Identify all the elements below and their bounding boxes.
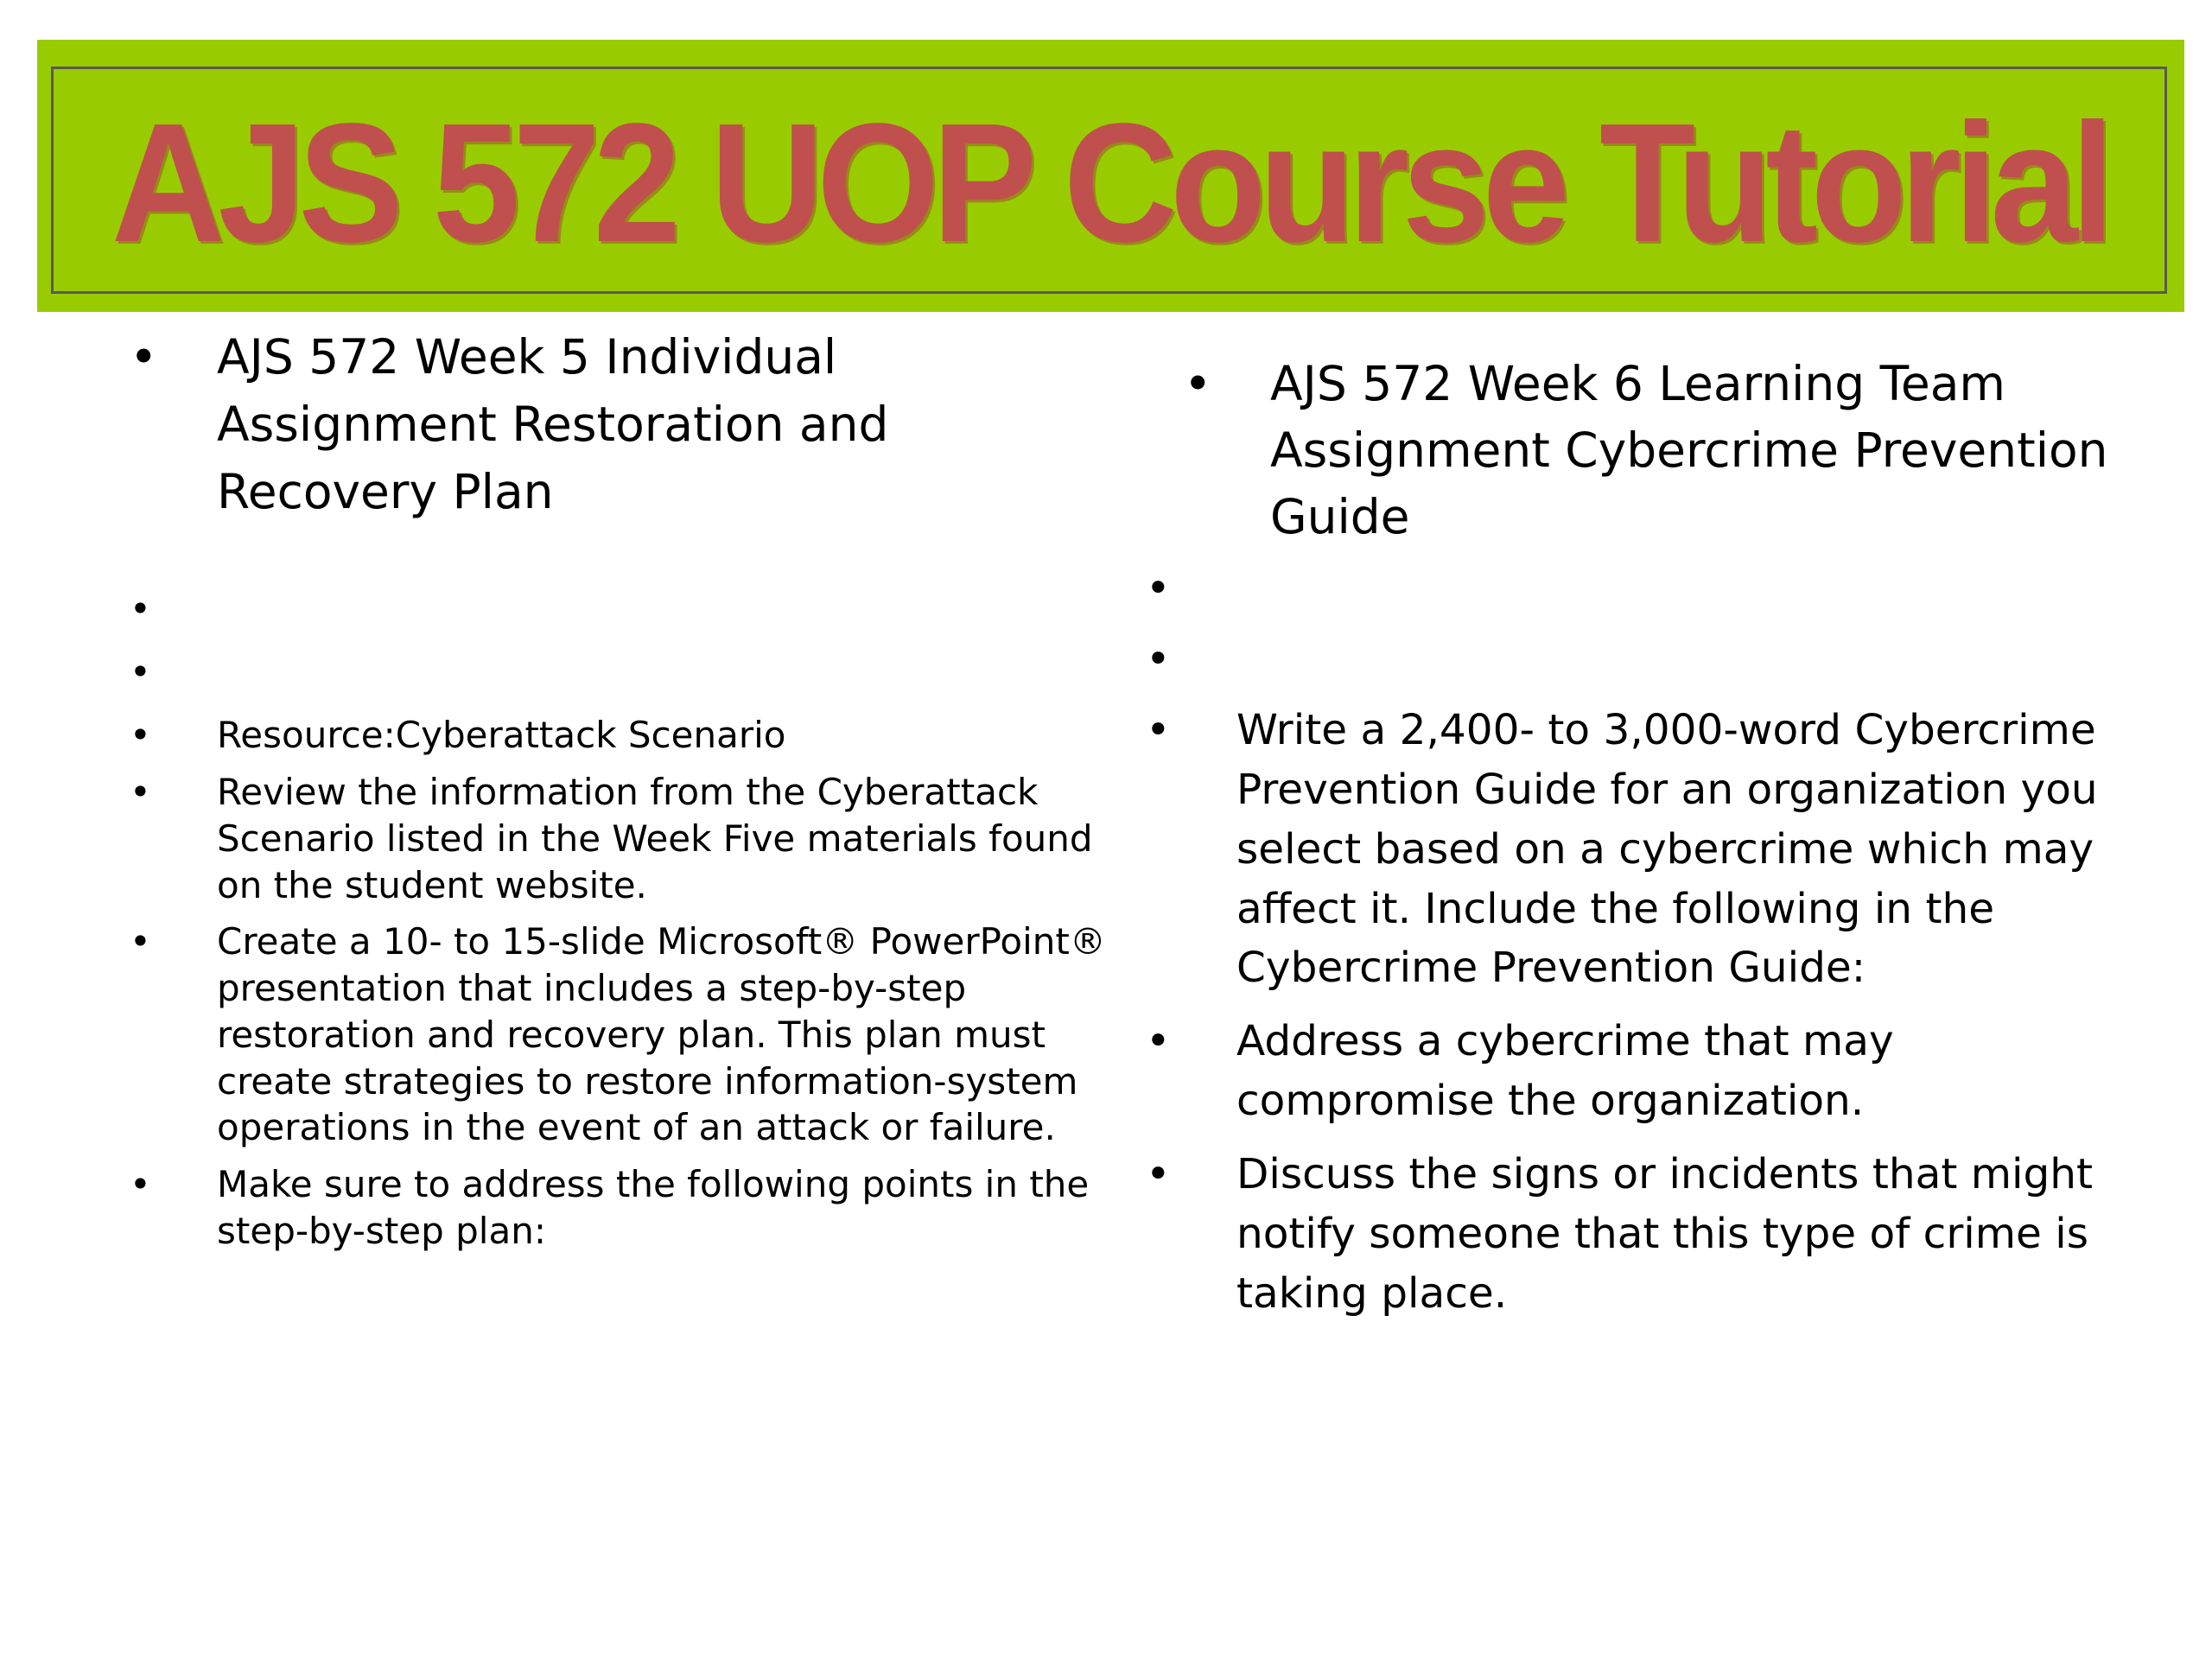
right-empty-item	[1146, 559, 2131, 630]
bullet-icon: •	[130, 588, 151, 631]
bullet-icon: •	[1146, 706, 1171, 754]
left-item-text: Resource:Cyberattack Scenario	[217, 714, 786, 757]
left-empty-item	[130, 649, 1106, 712]
bullet-icon: •	[130, 771, 151, 814]
right-item-text: Discuss the signs or incidents that might notify someone that this type of crime is taking place.	[1236, 1150, 2094, 1318]
bullet-icon: •	[130, 920, 151, 963]
left-item-text: Create a 10- to 15-slide Microsoft® PowerPoint® presentation that includes a step-by-step restoration and recovery plan. This plan must create strategies to restore information-system operations in the event of an attack or failure.	[217, 920, 1106, 1149]
bullet-icon: •	[1146, 1017, 1171, 1066]
right-list-item	[1146, 1145, 2131, 1324]
bullet-icon: •	[1146, 635, 1171, 683]
right-heading: AJS 572 Week 6 Learning Team Assignment Cybercrime Prevention Guide	[1270, 356, 2108, 544]
bullet-icon: •	[130, 1163, 151, 1206]
right-item-text: Write a 2,400- to 3,000-word Cybercrime Prevention Guide for an organization you select based on a cybercrime which may affect it. Include the following in the Cybercrime Prevention Guide:	[1236, 706, 2098, 993]
right-item-text: Address a cybercrime that may compromise the organization.	[1236, 1017, 1894, 1126]
left-list-item	[130, 712, 1106, 759]
bullet-icon: •	[130, 329, 158, 385]
bullet-icon: •	[1184, 356, 1212, 411]
title-banner-frame	[51, 67, 2167, 294]
left-item-text: Review the information from the Cyberattack Scenario listed in the Week Five materials found on the student website.	[217, 771, 1093, 906]
bullet-icon: •	[130, 714, 151, 757]
left-list-item	[130, 918, 1106, 1151]
left-list-item	[130, 1161, 1106, 1255]
right-heading-item	[1146, 351, 2131, 550]
left-item-text: Make sure to address the following points in the step-by-step plan:	[217, 1163, 1090, 1252]
right-list-item	[1146, 1012, 2131, 1131]
bullet-icon: •	[1146, 1150, 1171, 1199]
left-heading: AJS 572 Week 5 Individual Assignment Restoration and Recovery Plan	[217, 329, 889, 520]
title-banner	[37, 40, 2184, 312]
right-column-list	[1146, 351, 2131, 1324]
left-column-list	[130, 323, 1106, 1265]
bullet-icon: •	[1146, 564, 1171, 613]
bullet-icon: •	[130, 651, 151, 694]
left-heading-item	[130, 323, 1106, 525]
right-list-item	[1146, 701, 2131, 998]
left-list-item	[130, 769, 1106, 908]
left-empty-item	[130, 586, 1106, 649]
page-title: AJS 572 UOP Course Tutorial	[111, 87, 2107, 277]
right-empty-item	[1146, 630, 2131, 701]
